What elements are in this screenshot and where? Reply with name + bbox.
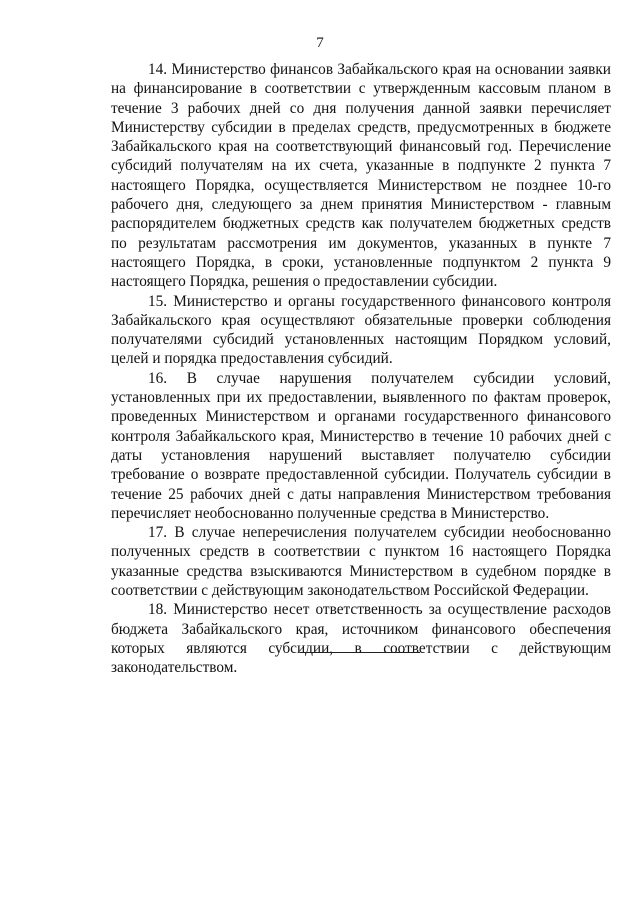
- paragraph-15: 15. Министерство и органы государственного финансового контроля Забайкальского края осуществляют обязательные проверки соблюдения получателями субсидий установленных настоящим Порядком условий, целей и порядка предоставления субсидий.: [111, 292, 611, 368]
- paragraph-18: 18. Министерство несет ответственность за осуществление расходов бюджета Забайкальского края, источником финансового обеспечения которых являются субсидии, в соответствии с действующим законодательством.: [111, 601, 611, 677]
- end-separator-line: [300, 652, 420, 653]
- paragraph-16: 16. В случае нарушения получателем субсидии условий, установленных при их предоставлении, выявленного по фактам проверок, проведенных Министерством и органами государственного финансового контроля Забайкальского края, Министерство в течение 10 рабочих дней с даты установления нарушений выставляет получателю субсидии требование о возврате предоставленной субсидии. Получатель субсидии в течение 25 рабочих дней с даты направления Министерством требования перечисляет необоснованно полученные средства в Министерство.: [111, 369, 611, 522]
- page-number: 7: [316, 35, 324, 51]
- paragraph-14: 14. Министерство финансов Забайкальского края на основании заявки на финансирование в соответствии с утвержденным кассовым планом в течение 3 рабочих дней со дня получения данной заявки перечисляет Министерству субсидии в пределах средств, предусмотренных в бюджете Забайкальского края на соответствующий финансовый год. Перечисление субсидий получателям на их счета, указанные в подпункте 2 пункта 7 настоящего Порядка, осуществляется Министерством не позднее 10-го рабочего дня, следующего за днем принятия Министерством - главным распорядителем бюджетных средств как получателем бюджетных средств по результатам рассмотрения им документов, указанных в пункте 7 настоящего Порядка, в сроки, установленные подпунктом 2 пункта 9 настоящего Порядка, решения о предоставлении субсидии.: [111, 61, 611, 291]
- paragraph-17: 17. В случае неперечисления получателем субсидии необоснованно полученных средств в соответствии с пунктом 16 настоящего Порядка указанные средства взыскиваются Министерством в судебном порядке в соответствии с действующим законодательством Российской Федерации.: [111, 524, 611, 600]
- document-body: [111, 60, 611, 678]
